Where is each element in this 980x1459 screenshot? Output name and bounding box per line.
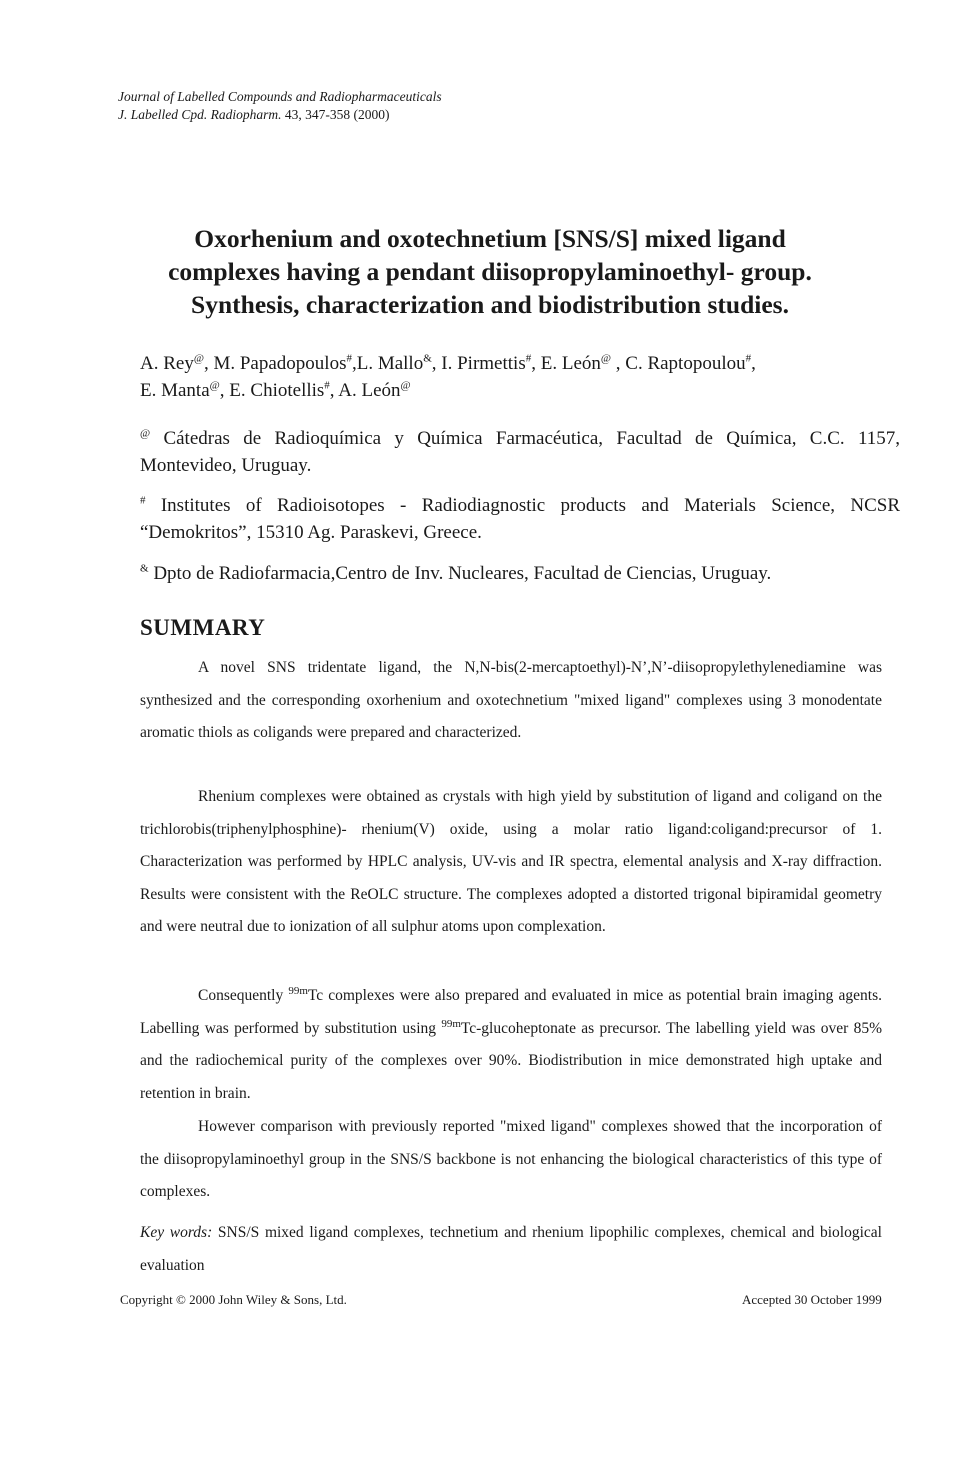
citation-volume: 43 xyxy=(284,107,299,122)
author-mark: & xyxy=(423,352,432,365)
author-sep: , xyxy=(431,353,442,374)
summary-paragraph-2: Rhenium complexes were obtained as crystals with high yield by substitution of ligand and coligand on the trichlorobis(triphenylphosphine)- rhenium(V) oxide, using a molar ratio ligand:coligand:precursor of 1. Characterization was performed by HPLC analysis, UV-vis and IR spectra, elemental analysis and X-ray diffraction. Results were consistent with the ReOLC structure. The complexes adopted a distorted trigonal bipiramidal geometry and were neutral due to ionization of all sulphur atoms upon complexation. xyxy=(140,788,882,935)
affiliation-text: Cátedras de Radioquímica y Química Farmacéutica, Facultad de Química, C.C. 1157, Montevideo, Uruguay. xyxy=(140,428,900,476)
keywords xyxy=(140,1217,882,1282)
affiliation-mark: # xyxy=(140,494,146,507)
author-sep: , xyxy=(203,353,214,374)
author-mark: @ xyxy=(193,352,204,365)
author: A. Rey xyxy=(140,353,194,374)
summary-paragraph-3 xyxy=(140,980,882,1110)
citation-abbrev: J. Labelled Cpd. Radiopharm. xyxy=(118,107,282,122)
journal-header xyxy=(118,88,442,124)
author-mark: @ xyxy=(209,379,220,392)
author-mark: @ xyxy=(400,379,411,392)
title-line-1: Oxorhenium and oxotechnetium [SNS/S] mixed ligand xyxy=(194,224,786,253)
author: L. Mallo xyxy=(356,353,424,374)
author-sep: , xyxy=(351,353,357,374)
author-mark: # xyxy=(745,352,752,365)
affiliation-text: Institutes of Radioisotopes - Radiodiagnostic products and Materials Science, NCSR “Demokritos”, 15310 Ag. Paraskevi, Greece. xyxy=(140,495,901,543)
isotope-mark: 99m xyxy=(288,984,308,997)
paper-title xyxy=(0,222,980,321)
citation-pages: , 347-358 (2000) xyxy=(298,107,390,122)
affiliation-text: Dpto de Radiofarmacia,Centro de Inv. Nucleares, Facultad de Ciencias, Uruguay. xyxy=(153,563,772,584)
title-line-2: complexes having a pendant diisopropylaminoethyl- group. xyxy=(168,257,812,286)
accepted-date: Accepted 30 October 1999 xyxy=(742,1292,882,1307)
journal-citation xyxy=(118,106,442,124)
summary-paragraph-1: A novel SNS tridentate ligand, the N,N-bis(2-mercaptoethyl)-N’,N’-diisopropylethylenediamine was synthesized and the corresponding oxorhenium and oxotechnetium "mixed ligand" complexes using 3 monodentate aromatic thiols as coligands were prepared and characterized. xyxy=(140,659,882,741)
author-list xyxy=(140,350,900,404)
author-sep: , xyxy=(219,380,230,401)
summary-paragraph-4: However comparison with previously reported "mixed ligand" complexes showed that the incorporation of the diisopropylaminoethyl group in the SNS/S backbone is not enhancing the biological characteristics of this type of complexes. xyxy=(140,1118,882,1200)
author: E. Manta xyxy=(140,380,210,401)
author: E. Chiotellis xyxy=(229,380,325,401)
author-mark: # xyxy=(525,352,532,365)
affiliation-1 xyxy=(140,425,900,479)
isotope-mark: 99m xyxy=(441,1017,461,1030)
author: M. Papadopoulos xyxy=(213,353,347,374)
summary-heading: SUMMARY xyxy=(140,615,266,640)
author: I. Pirmettis xyxy=(441,353,526,374)
author-sep: , xyxy=(611,353,626,374)
author-sep: , xyxy=(531,353,541,374)
affiliation-mark: @ xyxy=(140,427,151,440)
affiliation-mark: & xyxy=(140,562,149,575)
author-sep: , xyxy=(751,353,756,374)
p3-text-b: Tc complexes were also prepared and evaluated in mice as potential brain imaging agents. Labelling was performed by substitution using xyxy=(140,987,882,1037)
title-line-3: Synthesis, characterization and biodistribution studies. xyxy=(191,290,789,319)
keywords-label: Key words: xyxy=(140,1224,213,1241)
p3-text-c: Tc-glucoheptonate as precursor. The labelling yield was over 85% and the radiochemical purity of the complexes over 90%. Biodistribution in mice demonstrated high uptake and retention in brain. xyxy=(140,1019,882,1102)
p3-text-a: Consequently xyxy=(198,987,289,1004)
author: C. Raptopoulou xyxy=(625,353,746,374)
author-mark: @ xyxy=(600,352,612,365)
author: A. León xyxy=(338,380,401,401)
keywords-text: SNS/S mixed ligand complexes, technetium and rhenium lipophilic complexes, chemical and biological evaluation xyxy=(140,1224,882,1274)
affiliation-2 xyxy=(140,492,900,546)
author: E. León xyxy=(540,353,601,374)
author-sep: , xyxy=(329,380,339,401)
journal-name: Journal of Labelled Compounds and Radiopharmaceuticals xyxy=(118,89,442,104)
author-mark: # xyxy=(346,352,352,365)
author-mark: # xyxy=(324,379,330,392)
copyright: Copyright © 2000 John Wiley & Sons, Ltd. xyxy=(120,1292,347,1307)
affiliation-3 xyxy=(140,560,900,587)
